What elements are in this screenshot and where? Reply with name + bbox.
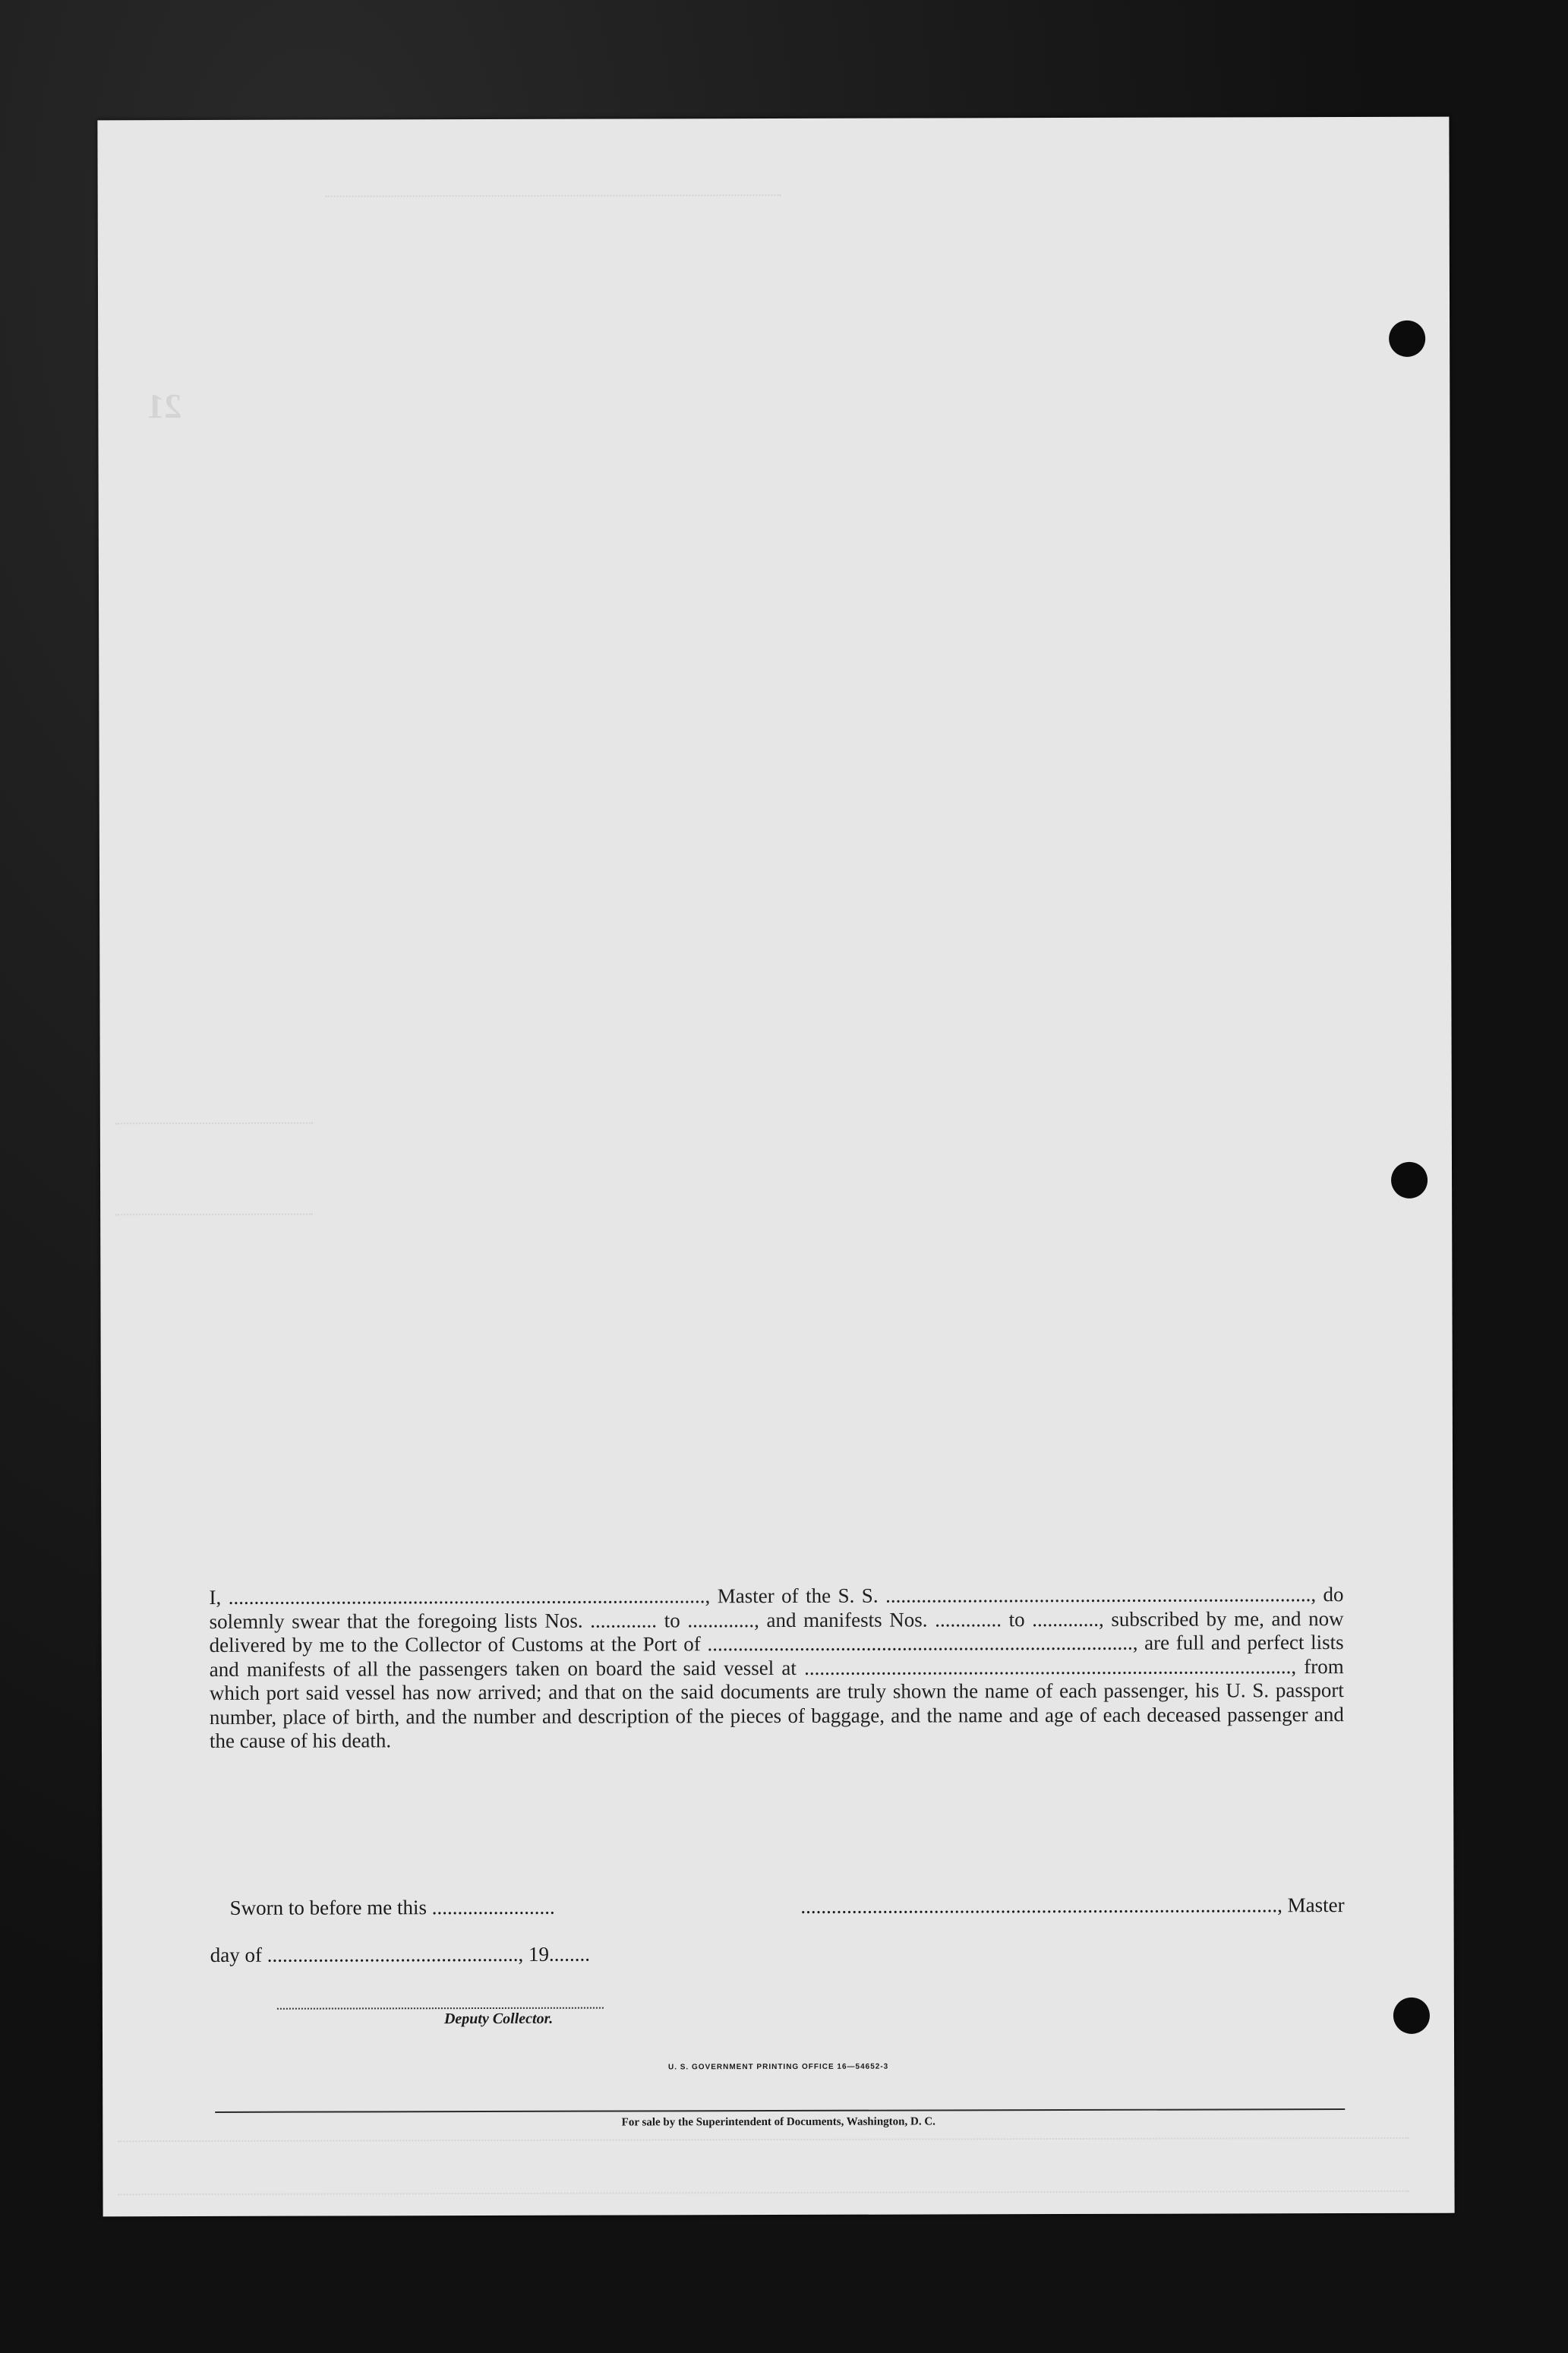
- oath-manifests-all: manifests of all the passengers taken on board the said vessel at: [246, 1656, 797, 1681]
- oath-to-1: to: [664, 1608, 680, 1631]
- day-of-row: [210, 1942, 590, 1967]
- oath-subscribed: , subscribed by me, and now: [1098, 1606, 1344, 1631]
- oath-swear-lists: swear that the foregoing lists Nos.: [292, 1609, 583, 1633]
- document-page: [97, 117, 1454, 2217]
- oath-from-which: , from which: [209, 1654, 1344, 1704]
- master-signature: [800, 1893, 1344, 1919]
- oath-port-said: port said vessel has now arrived; and that on the said documents are truly shown the name of each passenger, his U. S. passport number, place of birth, and the number and description of the pieces of baggage, and the name and age of each deceased passenger and the cause of his death.: [209, 1679, 1344, 1752]
- day-of-label: day of: [210, 1943, 262, 1966]
- oath-full-perfect: , are full and perfect lists and: [209, 1631, 1344, 1681]
- sale-notice: For sale by the Superintendent of Documents, Washington, D. C.: [621, 2115, 935, 2129]
- blank-list-to: .............: [687, 1608, 755, 1631]
- sworn-label: Sworn to before me this: [229, 1896, 427, 1919]
- sworn-row: [210, 1893, 1345, 1919]
- bleed-through-line: [115, 1214, 313, 1216]
- blank-year: ........: [548, 1942, 590, 1966]
- blank-manifest-from: .............: [935, 1607, 1002, 1631]
- bleed-through-page-number: 21: [147, 387, 182, 426]
- bleed-through-line: [326, 194, 781, 197]
- master-label: , Master: [1277, 1893, 1345, 1917]
- deputy-collector-label: Deputy Collector.: [443, 2010, 554, 2028]
- gpo-imprint: U. S. GOVERNMENT PRINTING OFFICE 16—54652-3: [667, 2062, 889, 2072]
- punch-hole: [1391, 1162, 1428, 1199]
- blank-departure-port: ...............................................................................................: [804, 1654, 1292, 1679]
- blank-manifest-to: .............: [1032, 1607, 1099, 1631]
- blank-month: .................................................: [267, 1942, 519, 1966]
- sworn-before-me: [230, 1895, 555, 1920]
- blank-port: ...................................................................................: [707, 1631, 1133, 1656]
- oath-and-manifests: , and manifests Nos.: [754, 1607, 928, 1631]
- footer-rule: [215, 2108, 1345, 2113]
- blank-sworn-day: ........................: [431, 1895, 555, 1919]
- oath-to-2: to: [1008, 1607, 1025, 1631]
- blank-list-from: .............: [590, 1608, 658, 1632]
- oath-delivered: delivered by me to the Collector of Customs at the Port of: [209, 1632, 701, 1657]
- bleed-through-line: [115, 1123, 313, 1125]
- punch-hole: [1389, 321, 1425, 357]
- master-oath-paragraph: [209, 1583, 1344, 1753]
- oath-master-of-ss: , Master of the S. S.: [705, 1584, 879, 1608]
- bleed-through-line: [118, 2190, 1409, 2195]
- oath-do-solemnly: , do solemnly: [209, 1583, 1344, 1633]
- deputy-collector-signature-line: [277, 2007, 604, 2010]
- blank-master-name: .............................................................................................: [228, 1584, 705, 1609]
- oath-i: I,: [209, 1585, 222, 1609]
- bleed-through-line: [118, 2137, 1409, 2142]
- year-prefix: , 19: [518, 1942, 549, 1966]
- blank-master-signature: .............................................................................................: [800, 1893, 1278, 1918]
- punch-hole: [1393, 1998, 1430, 2034]
- blank-vessel-name: ...................................................................................: [885, 1583, 1311, 1607]
